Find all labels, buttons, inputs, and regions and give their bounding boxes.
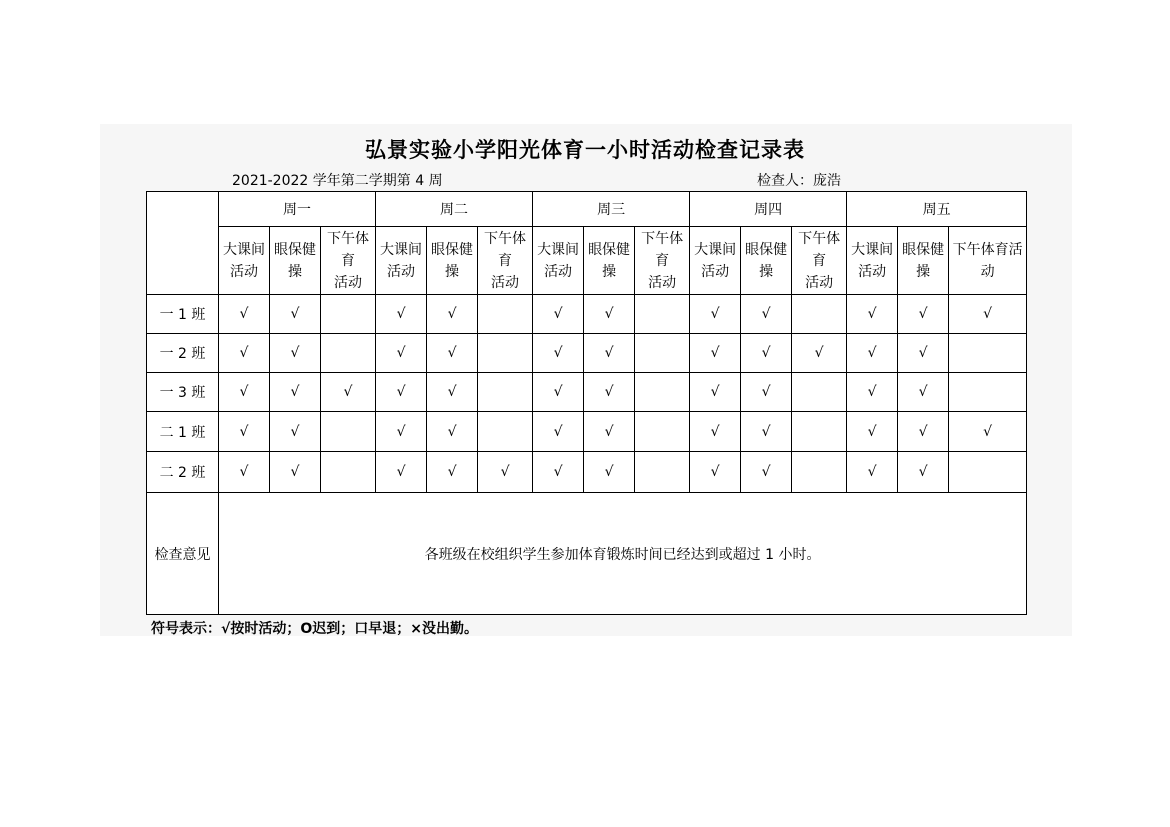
check-mark-cell: √ <box>898 334 949 373</box>
day-header: 周五 <box>847 192 1027 227</box>
check-mark-cell: √ <box>219 334 270 373</box>
check-mark-cell: √ <box>533 452 584 493</box>
check-mark-cell: √ <box>219 373 270 412</box>
check-mark-cell <box>949 334 1027 373</box>
check-mark-cell: √ <box>376 452 427 493</box>
check-record-table <box>146 191 1027 615</box>
day-header: 周四 <box>690 192 847 227</box>
day-header: 周三 <box>533 192 690 227</box>
check-mark-cell: √ <box>741 334 792 373</box>
check-mark-cell: √ <box>533 295 584 334</box>
check-mark-cell: √ <box>376 373 427 412</box>
activity-header-line2: 活动 <box>334 274 363 291</box>
check-mark-cell <box>478 295 533 334</box>
check-mark-cell: √ <box>270 334 321 373</box>
check-mark-cell: √ <box>321 373 376 412</box>
activity-header <box>847 227 898 295</box>
class-label: 二 2 班 <box>147 452 219 493</box>
check-mark-cell: √ <box>533 334 584 373</box>
check-mark-cell <box>792 295 847 334</box>
check-mark-cell: √ <box>792 334 847 373</box>
check-mark-cell: √ <box>847 373 898 412</box>
activity-header-line2: 活动 <box>701 263 730 280</box>
check-mark-cell: √ <box>847 452 898 493</box>
check-mark-cell: √ <box>949 295 1027 334</box>
activity-header-line1: 眼保健 <box>431 241 474 258</box>
table-row <box>147 452 1027 493</box>
activity-header <box>741 227 792 295</box>
check-mark-cell: √ <box>690 373 741 412</box>
check-mark-cell: √ <box>270 373 321 412</box>
check-mark-cell <box>478 373 533 412</box>
check-mark-cell <box>635 373 690 412</box>
check-mark-cell: √ <box>219 412 270 452</box>
activity-header <box>792 227 847 295</box>
check-mark-cell: √ <box>270 295 321 334</box>
check-mark-cell: √ <box>949 412 1027 452</box>
activity-header <box>376 227 427 295</box>
activity-header-line2: 操 <box>445 263 460 280</box>
inspector: 检查人：庞浩 <box>757 173 841 189</box>
check-mark-cell: √ <box>898 295 949 334</box>
check-mark-cell: √ <box>898 373 949 412</box>
check-mark-cell <box>635 334 690 373</box>
symbol-legend: 符号表示：√按时活动；O迟到；口早退；×没出勤。 <box>151 621 478 637</box>
check-mark-cell: √ <box>847 295 898 334</box>
activity-header <box>898 227 949 295</box>
check-mark-cell: √ <box>584 295 635 334</box>
class-label: 二 1 班 <box>147 412 219 452</box>
check-mark-cell: √ <box>533 373 584 412</box>
check-mark-cell <box>792 373 847 412</box>
check-mark-cell: √ <box>584 373 635 412</box>
opinion-label: 检查意见 <box>147 493 219 615</box>
activity-header-line2: 操 <box>759 263 774 280</box>
activity-header-line1: 下午体育 <box>798 230 841 269</box>
activity-header <box>635 227 690 295</box>
day-header: 周一 <box>219 192 376 227</box>
check-mark-cell: √ <box>376 295 427 334</box>
check-mark-cell: √ <box>898 412 949 452</box>
check-mark-cell <box>635 295 690 334</box>
check-mark-cell: √ <box>741 373 792 412</box>
check-mark-cell: √ <box>427 334 478 373</box>
activity-header-line1: 眼保健 <box>588 241 631 258</box>
check-mark-cell: √ <box>376 412 427 452</box>
activity-header <box>949 227 1027 295</box>
check-mark-cell: √ <box>427 452 478 493</box>
class-label: 一 1 班 <box>147 295 219 334</box>
table-row <box>147 373 1027 412</box>
check-mark-cell: √ <box>690 334 741 373</box>
opinion-text: 各班级在校组织学生参加体育锻炼时间已经达到或超过 1 小时。 <box>219 493 1027 615</box>
check-mark-cell: √ <box>533 412 584 452</box>
check-mark-cell <box>321 334 376 373</box>
activity-header-line1: 眼保健 <box>902 241 945 258</box>
page-title: 弘景实验小学阳光体育一小时活动检查记录表 <box>365 137 805 162</box>
activity-header <box>690 227 741 295</box>
check-mark-cell <box>792 452 847 493</box>
header-days-row <box>147 192 1027 227</box>
check-mark-cell: √ <box>270 452 321 493</box>
activity-header-line1: 眼保健 <box>745 241 788 258</box>
activity-header-line1: 大课间 <box>380 241 423 258</box>
check-mark-cell <box>478 412 533 452</box>
day-header: 周二 <box>376 192 533 227</box>
activity-header-line2: 操 <box>602 263 617 280</box>
check-mark-cell: √ <box>427 412 478 452</box>
activity-header <box>270 227 321 295</box>
activity-header-line2: 活动 <box>230 263 258 280</box>
check-mark-cell <box>949 452 1027 493</box>
check-mark-cell: √ <box>584 452 635 493</box>
activity-header-line1: 大课间 <box>694 241 737 258</box>
activity-header <box>533 227 584 295</box>
activity-header-line2: 活动 <box>648 274 677 291</box>
class-label: 一 2 班 <box>147 334 219 373</box>
corner-cell <box>147 192 219 295</box>
check-mark-cell <box>949 373 1027 412</box>
check-mark-cell: √ <box>427 295 478 334</box>
check-mark-cell: √ <box>376 334 427 373</box>
activity-header <box>427 227 478 295</box>
check-mark-cell: √ <box>219 295 270 334</box>
check-mark-cell: √ <box>690 452 741 493</box>
check-mark-cell: √ <box>690 412 741 452</box>
activity-header <box>584 227 635 295</box>
check-mark-cell: √ <box>690 295 741 334</box>
activity-header-line2: 活动 <box>805 274 834 291</box>
activity-header-line1: 眼保健 <box>274 241 316 258</box>
activity-header-line2: 活动 <box>544 263 573 280</box>
check-mark-cell: √ <box>584 334 635 373</box>
activity-header-line1: 大课间 <box>537 241 580 258</box>
header-activities-row <box>147 227 1027 295</box>
table-row <box>147 412 1027 452</box>
check-mark-cell <box>321 295 376 334</box>
check-mark-cell: √ <box>584 412 635 452</box>
activity-header-line1: 大课间 <box>851 241 894 258</box>
activity-header <box>219 227 270 295</box>
activity-header-line2: 操 <box>288 263 302 280</box>
check-mark-cell <box>321 452 376 493</box>
activity-header-line2: 活动 <box>858 263 887 280</box>
check-mark-cell: √ <box>847 334 898 373</box>
check-mark-cell: √ <box>741 412 792 452</box>
check-mark-cell: √ <box>741 295 792 334</box>
activity-header-line1: 下午体育活 <box>952 241 1023 258</box>
opinion-row <box>147 493 1027 615</box>
activity-header-line1: 下午体育 <box>484 230 527 269</box>
table-row <box>147 334 1027 373</box>
check-mark-cell <box>635 452 690 493</box>
activity-header <box>478 227 533 295</box>
activity-header-line2: 活动 <box>491 274 520 291</box>
check-mark-cell <box>792 412 847 452</box>
check-mark-cell: √ <box>219 452 270 493</box>
activity-header-line1: 下午体育 <box>327 230 370 269</box>
check-mark-cell <box>478 334 533 373</box>
check-mark-cell: √ <box>270 412 321 452</box>
class-label: 一 3 班 <box>147 373 219 412</box>
table-row <box>147 295 1027 334</box>
activity-header-line1: 大课间 <box>223 241 265 258</box>
check-mark-cell <box>635 412 690 452</box>
activity-header-line2: 动 <box>980 263 995 280</box>
check-mark-cell: √ <box>741 452 792 493</box>
check-mark-cell: √ <box>847 412 898 452</box>
activity-header-line2: 活动 <box>387 263 416 280</box>
activity-header <box>321 227 376 295</box>
activity-header-line1: 下午体育 <box>641 230 684 269</box>
activity-header-line2: 操 <box>916 263 931 280</box>
check-mark-cell: √ <box>478 452 533 493</box>
check-mark-cell: √ <box>898 452 949 493</box>
check-mark-cell: √ <box>427 373 478 412</box>
semester-week: 2021-2022 学年第二学期第 4 周 <box>232 173 443 189</box>
check-mark-cell <box>321 412 376 452</box>
